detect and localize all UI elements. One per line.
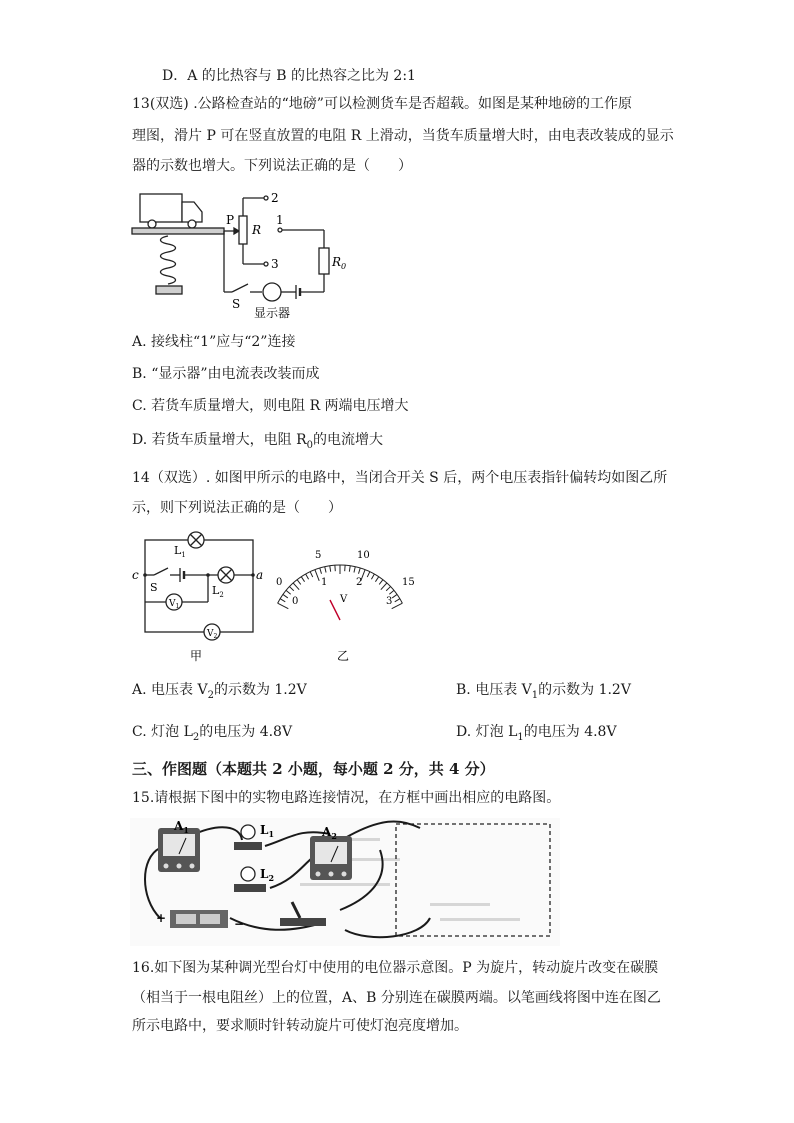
dial-tick: [280, 599, 285, 602]
terminal-3: [264, 262, 268, 266]
q13-option-d: D. 若货车质量增大，电阻 $R_0$的电流增大: [132, 432, 383, 451]
q13-stem-line2: 理图，滑片 P 可在竖直放置的电阻 R 上滑动，当货车质量增大时，由电表改装成的显示: [132, 128, 674, 144]
dial-tick: [320, 568, 322, 574]
label-v1: $V_1$: [169, 599, 180, 610]
switch-s: [154, 568, 168, 575]
label-s: S: [232, 297, 241, 311]
tick-top-5: 5: [315, 550, 322, 561]
q14-voltmeter-dial-yi: [268, 540, 418, 665]
terminal-1: [278, 228, 282, 232]
q14-stem-line1: 14（双选）. 如图甲所示的电路中，当闭合开关 S 后，两个电压表指针偏转均如图乙所: [132, 470, 668, 486]
q13-stem-line3: 器的示数也增大。下列说法正确的是（ ）: [132, 158, 412, 174]
dial-tick: [375, 577, 378, 582]
tick-top-0: 0: [276, 577, 283, 588]
dial-unit: V: [340, 594, 348, 605]
dial-tick: [286, 590, 291, 594]
dial-tick: [283, 594, 288, 597]
label-s: S: [150, 581, 158, 594]
resistor-r: [239, 216, 247, 244]
dial-tick: [386, 587, 390, 591]
label-l2: $L_2$: [260, 867, 275, 883]
dial-tick: [392, 603, 403, 608]
q15-physical-circuit-figure: [130, 818, 560, 946]
dial-tick: [367, 572, 370, 577]
label-v2: $V_2$: [207, 629, 218, 640]
section-3-title: 三、作图题（本题共 2 小题，每小题 2 分，共 4 分）: [132, 760, 495, 778]
dial-tick: [371, 574, 374, 579]
ammeter-a2: [310, 836, 352, 880]
dial-tick: [297, 580, 301, 585]
tick-top-10: 10: [357, 550, 370, 561]
dial-tick: [358, 568, 360, 574]
dial-tick: [315, 570, 319, 581]
dial-tick: [278, 603, 289, 608]
tick-bot-1: 1: [321, 577, 328, 588]
truck-wheel-rear: [148, 220, 156, 228]
label-minus: −: [234, 917, 245, 931]
dial-needle: [330, 600, 340, 620]
label-display: 显示器: [254, 306, 291, 320]
scale-spring: [161, 236, 176, 284]
tick-top-15: 15: [402, 577, 415, 588]
q14-option-d: D. 灯泡 $L_1$的电压为 4.8V: [456, 724, 617, 743]
dial-tick: [289, 587, 293, 591]
q12-option-d: D．A 的比热容与 B 的比热容之比为 2:1: [162, 68, 416, 84]
q15-stem: 15.请根据下图中的实物电路连接情况，在方框中画出相应的电路图。: [132, 790, 561, 806]
label-p: P: [226, 213, 235, 227]
label-l2: $L_2$: [212, 584, 224, 599]
display-meter: [263, 283, 281, 301]
dial-tick: [395, 599, 400, 602]
q14-option-c: C. 灯泡 $L_2$的电压为 4.8V: [132, 724, 293, 743]
label-r: R: [252, 223, 262, 237]
q14-option-b: B. 电压表 $V_1$的示数为 1.2V: [456, 682, 631, 701]
dial-tick: [301, 577, 304, 582]
label-l1: $L_1$: [260, 823, 275, 839]
q14-circuit-figure-jia: [128, 530, 268, 665]
label-terminal-2: 2: [271, 191, 279, 205]
dial-tick: [354, 567, 355, 573]
label-l1: $L_1$: [174, 544, 186, 559]
q14-option-a: A. 电压表 $V_2$的示数为 1.2V: [132, 682, 307, 701]
dial-tick: [389, 590, 394, 594]
label-a2: $A_2$: [322, 825, 337, 841]
switch-s: [232, 284, 248, 292]
label-c: c: [132, 568, 139, 582]
battery-pack: [170, 910, 228, 928]
q13-option-c: C. 若货车质量增大，则电阻 R 两端电压增大: [132, 398, 409, 414]
scale-base: [156, 286, 182, 294]
q13-stem-line1: 13(双选) .公路检查站的“地磅”可以检测货车是否超载。如图是某种地磅的工作原: [132, 96, 632, 112]
scale-platform: [132, 228, 224, 234]
truck-wheel-front: [188, 220, 196, 228]
tick-bot-2: 2: [356, 577, 363, 588]
dial-tick: [392, 594, 397, 597]
truck-cargo-box: [140, 194, 182, 222]
dial-tick: [349, 566, 350, 572]
truck-cab: [182, 202, 202, 222]
caption-yi: 乙: [337, 649, 350, 663]
tick-bot-0: 0: [292, 596, 299, 607]
dial-tick: [325, 567, 326, 573]
dial-tick: [381, 583, 387, 590]
dial-tick: [306, 574, 309, 579]
q13-option-a: A. 接线柱“1”应与“2”连接: [132, 334, 296, 350]
dial-tick: [379, 580, 383, 585]
q13-truck-scale-figure: [128, 186, 358, 326]
q14-stem-line2: 示，则下列说法正确的是（ ）: [132, 500, 342, 516]
dial-tick: [310, 572, 313, 577]
tick-bot-3: 3: [386, 596, 393, 607]
q16-stem-line2: （相当于一根电阻丝）上的位置，A、B 分别连在碳膜两端。以笔画线将图中连在图乙: [132, 990, 661, 1006]
dial-tick: [293, 583, 299, 590]
label-terminal-3: 3: [271, 257, 279, 271]
resistor-r0: [319, 248, 329, 274]
label-terminal-1: 1: [276, 213, 284, 227]
dial-tick: [330, 566, 331, 572]
q16-stem-line3: 所示电路中，要求顺时针转动旋片可使灯泡亮度增加。: [132, 1018, 468, 1034]
label-a1: $A_1$: [174, 819, 189, 835]
caption-jia: 甲: [190, 649, 203, 663]
q13-option-b: B. “显示器”由电流表改装而成: [132, 366, 320, 382]
label-plus: +: [156, 911, 167, 925]
terminal-2: [264, 196, 268, 200]
q16-stem-line1: 16.如下图为某种调光型台灯中使用的电位器示意图。P 为旋片，转动旋片改变在碳膜: [132, 960, 659, 976]
label-a: a: [256, 568, 264, 582]
label-r0: $R_0$: [332, 255, 347, 271]
ammeter-a1: [158, 828, 200, 872]
